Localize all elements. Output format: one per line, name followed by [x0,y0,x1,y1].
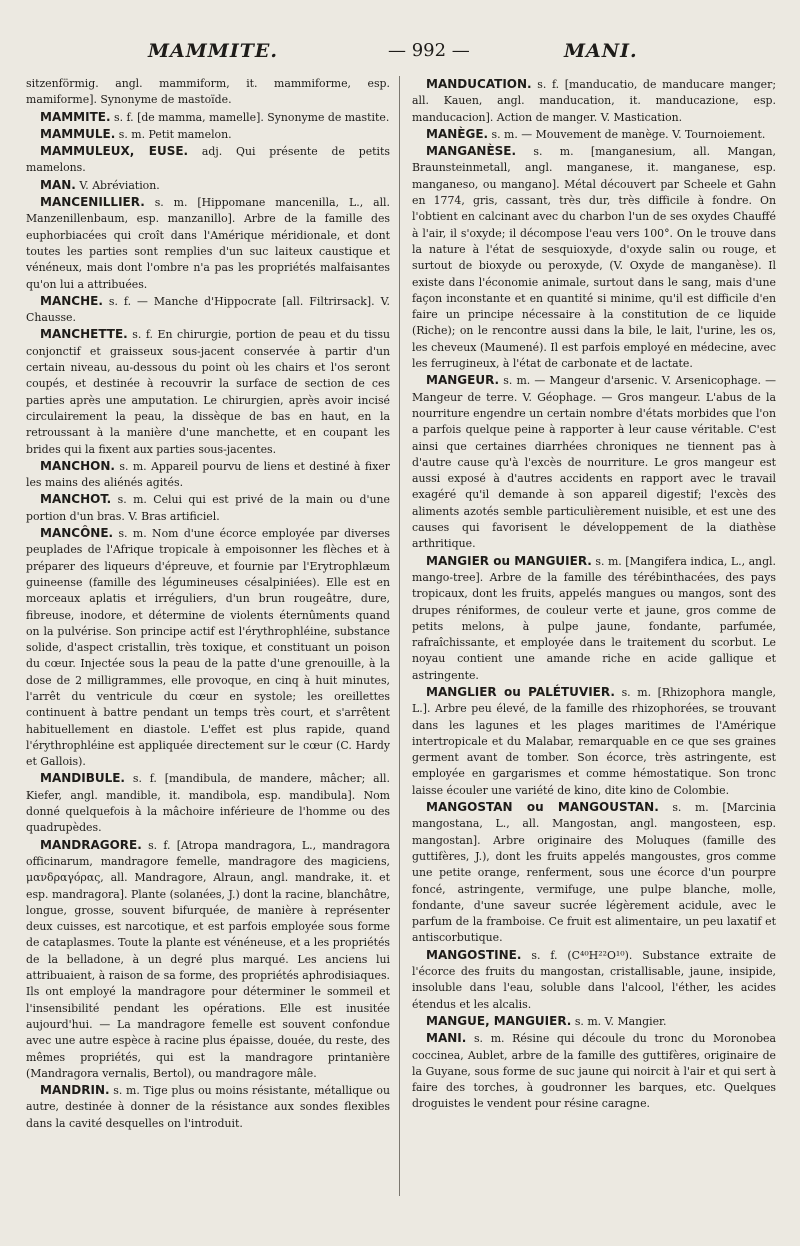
dictionary-entry [412,76,776,126]
entry-headword: MANGOSTAN ou MANGOUSTAN. [426,800,659,815]
entry-definition: s. f. — Manche d'Hippocrate [all. Filtrirsack]. V. Chausse. [26,294,390,325]
entry-headword: MANCHON. [40,458,115,473]
dictionary-entry [26,293,390,327]
dictionary-entry [26,458,390,492]
entry-headword: MANCÔNE. [40,526,114,541]
entry-headword: MANGOSTINE. [426,947,522,962]
entry-headword: MAN. [40,177,76,192]
dictionary-entry [412,126,776,143]
dictionary-entry [412,1030,776,1112]
header-left-term: MAMMITE. [148,40,278,62]
dictionary-entry [26,126,390,143]
entry-definition: s. f. [manducatio, de manducare manger; all. Kauen, angl. manducation, it. manducazione, esp. manducacion]. Action de manger. V. Mastication. [412,78,776,124]
entry-definition: s. m. Tige plus ou moins résistante, métallique ou autre, destinée à donner de la résistance aux sondes flexibles dans la cavité desquelles on l'introduit. [26,1084,390,1130]
page-header [26,40,778,70]
entry-headword: MANDRAGORE. [40,837,142,852]
entry-headword: MANGANÈSE. [426,144,517,159]
entry-definition: s. m. [Marcinia mangostana, L., all. Mangostan, angl. mangosteen, esp. mangostan]. Arbre originaire des Moluques (famille des guttifères, J.), dont les fruits appelés mangoustes, gros comme une petite orange, renferment, sous une écorce d'un pourpre foncé, astringente, vermifuge, une pulpe blanche, molle, fondante, d'une saveur sucrée légèrement acidule, avec le parfum de la framboise. Ce fruit est alimentaire, un peu laxatif et antiscorbutique. [412,801,776,945]
dictionary-entry [412,684,776,799]
entry-headword: MAMMITE. [40,109,111,124]
entry-definition: s. m. Nom d'une écorce employée par diverses peuplades de l'Afrique tropicale à empoisonner les flèches et à préparer des liqueurs d'épreuve, et fournie par l'Erytrophlæum guineense (famille des légumineuses césalpiniées). Elle est en morceaux aplatis et irréguliers, d'un brun rougeâtre, dure, fibreuse, inodore, et détermine de violents éternûments quand on la pulvérise. Son principe actif est l'érythrophléine, substance solide, d'aspect cristallin, très toxique, et constituant un poison du cœur. Injectée sous la peau de la patte d'une grenouille, à la dose de 2 milligrammes, elle provoque, en cinq à huit minutes, l'arrêt du ventricule du cœur en systole; les oreillettes continuent à battre pendant un temps très court, et s'arrêtent habituellement en diastole. L'effet est plus rapide, quand l'érythrophléine est appliquée directement sur le cœur (C. Hardy et Gallois). [26,527,390,769]
entry-definition: adj. Qui présente de petits mamelons. [26,145,390,175]
entry-headword: MANDIBULE. [40,771,125,786]
right-column [412,76,776,1132]
dictionary-entry [26,109,390,126]
dictionary-entry [412,372,776,552]
entry-headword: MANGIER ou MANGUIER. [426,553,592,568]
dictionary-entry [412,799,776,947]
entry-definition: s. m. [Rhizophora mangle, L.]. Arbre peu élevé, de la famille des rhizophorées, se trouvant dans les lagunes et les plages maritimes de l'Amérique intertropicale et du Malabar, remarquable en ce que ses graines germent avant de tomber. Son écorce, très astringente, est employée en gargarismes et comme hémostatique. Son tronc laisse écouler une variété de kino, dite kino de Colombie. [412,685,776,797]
header-right-term: MANI. [564,40,638,62]
dictionary-entry [412,143,776,372]
entry-definition: s. m. [Mangifera indica, L., angl. mango-tree]. Arbre de la famille des térébinthacées, des pays tropicaux, dont les fruits, appelés mangues ou mangos, sont des drupes réniformes, de couleur verte et jaune, gros comme de petits melons, à pulpe jaune, fondante, parfumée, rafraîchissante, et employée dans le traitement du scorbut. Le noyau contient une amande riche en acide gallique et astringente. [412,554,776,682]
dictionary-entry [26,177,390,194]
entry-definition: s. f. [mandibula, de mandere, mâcher; all. Kiefer, angl. mandible, it. mandibola, esp. mandibula]. Nom donné quelquefois à la mâchoire inférieure de l'homme ou des quadrupèdes. [26,772,390,835]
dictionary-entry [26,491,390,525]
entry-definition: sitzenförmig. angl. mammiform, it. mammiforme, esp. mamiforme]. Synonyme de mastoïde. [26,77,390,107]
dictionary-entry [412,1013,776,1030]
dictionary-entry [26,770,390,836]
entry-headword: MANGLIER ou PALÉTUVIER. [426,684,615,699]
dictionary-entry [412,553,776,684]
entry-definition: s. m. [manganesium, all. Mangan, Braunsteinmetall, angl. manganese, it. manganese, esp. manganeso, ou mangano]. Métal découvert par Scheele et Gahn en 1774, gris, cassant, très dur, très difficile à fondre. On l'obtient en calcinant avec du charbon l'un de ses oxydes Chauffé à l'air, il s'oxyde; il décompose l'eau vers 100°. On le trouve dans la nature à l'état de sesquioxyde, d'oxyde salin ou rouge, et surtout de bioxyde ou peroxyde, (V. Oxyde de manganèse). Il existe dans l'économie animale, surtout dans le sang, mais d'une façon inconstante et en quantité si minime, qu'il est difficile d'en faire un principe nécessaire à la constitution de ce liquide (Riche); on le rencontre aussi dans la bile, le lait, l'urine, les os, les cheveux (Maumené). Il est parfois employé en médecine, avec les ferrugineux, à l'état de carbonate et de lactate. [412,145,776,371]
dictionary-entry [26,525,390,770]
entry-headword: MANCHE. [40,293,103,308]
entry-headword: MANDUCATION. [426,77,532,91]
dictionary-entry [26,76,390,109]
entry-headword: MANGEUR. [426,373,500,388]
entry-definition: s. m. — Mouvement de manège. V. Tournoiement. [491,127,766,141]
entry-definition: s. f. (C⁴⁰H²²O¹⁰). Substance extraite de l'écorce des fruits du mangostan, cristallisable, jaune, insipide, insoluble dans l'eau, soluble dans l'alcool, l'éther, les acides étendus et les alcalis. [412,948,776,1011]
entry-definition: s. m. V. Mangier. [574,1014,667,1028]
left-column [26,76,390,1132]
entry-definition: s. m. Appareil pourvu de liens et destiné à fixer les mains des aliénés agités. [26,459,390,490]
entry-definition: s. f. [de mamma, mamelle]. Synonyme de mastite. [114,110,390,124]
entry-definition: V. Abréviation. [79,178,160,192]
entry-headword: MANCENILLIER. [40,195,145,210]
entry-definition: s. f. [Atropa mandragora, L., mandragora officinarum, mandragore femelle, mandragore des magiciens, μανδραγόρας, all. Mandragore, Alraun, angl. mandrake, it. et esp. mandragora]. Plante (solanées, J.) dont la racine, blanchâtre, longue, grosse, souvent bifurquée, de manière à représenter deux cuisses, est narcotique, et est parfois employée sous forme de cataplasmes. Toute la plante est vénéneuse, et a les propriétés de la belladone, à un degré plus marqué. Les anciens lui attribuaient, à raison de sa forme, des propriétés aphrodisiaques. Ils ont employé la mandragore pour déterminer le sommeil et l'insensibilité pendant les opérations. Elle est inusitée aujourd'hui. — La mandragore femelle est souvent confondue avec une autre espèce à racine plus épaisse, douée, du reste, des mêmes propriétés, qui est la mandragore printanière (Mandragora vernalis, Bertol), ou mandragore mâle. [26,838,390,1080]
page-number: — 992 — [388,40,470,61]
entry-headword: MANÈGE. [426,126,489,141]
dictionary-entry [26,1082,390,1132]
entry-definition: s. m. — Mangeur d'arsenic. V. Arsenicophage. — Mangeur de terre. V. Géophage. — Gros mangeur. L'abus de la nourriture engendre un certain nombre d'états morbides que l'on a parfois quelque peine à rapporter à leur cause véritable. C'est ainsi que certaines diarrhées chroniques ne tiennent pas à d'autre cause qu'à l'excès de nourriture. Le gros mangeur est aussi exposé à d'autres accidents en rapport avec le travail exagéré qu'il demande à son appareil digestif; l'excès des aliments azotés semble particulièrement nuisible, et est une des causes qui favorisent le développement de la diathèse arthritique. [412,374,776,551]
entry-headword: MANGUE, MANGUIER. [426,1013,572,1028]
dictionary-entry [26,194,390,293]
entry-headword: MANI. [426,1031,467,1046]
entry-definition: s. m. [Hippomane mancenilla, L., all. Manzenillenbaum, esp. manzanillo]. Arbre de la famille des euphorbiacées qui croît dans l'Amérique méridionale, et dont toutes les parties sont remplies d'un suc laiteux caustique et vénéneux, mais dont l'ombre n'a pas les propriétés malfaisantes qu'on lui a attribuées. [26,196,390,291]
entry-headword: MANCHOT. [40,492,112,507]
dictionary-entry [26,326,390,457]
dictionary-entry [26,143,390,177]
entry-headword: MANDRIN. [40,1083,110,1098]
entry-definition: s. f. En chirurgie, portion de peau et du tissu conjonctif et graisseux sous-jacent conservée à partir d'un certain niveau, au-dessous du point où les chairs et l'os seront coupés, et destinée à recouvrir la surface de section de ces parties après une amputation. Le chirurgien, après avoir incisé circulairement la peau, la dissèque de bas en haut, en la retroussant à la manière d'une manchette, et en coupant les brides qui la fixent aux parties sous-jacentes. [26,328,390,456]
entry-headword: MANCHETTE. [40,327,128,342]
text-columns [26,76,784,1132]
entry-definition: s. m. Petit mamelon. [118,127,232,141]
dictionary-entry [412,947,776,1013]
entry-headword: MAMMULE. [40,126,116,141]
dictionary-entry [26,837,390,1082]
entry-definition: s. m. Résine qui découle du tronc du Moronobea coccinea, Aublet, arbre de la famille des guttifères, originaire de la Guyane, sous forme de suc jaune qui noircit à l'air et qui sert à faire des torches, à goudronner les barques, etc. Quelques droguistes le vendent pour résine caragne. [412,1032,776,1111]
entry-headword: MAMMULEUX, EUSE. [40,144,189,159]
entry-definition: s. m. Celui qui est privé de la main ou d'une portion d'un bras. V. Bras artificiel. [26,493,390,523]
